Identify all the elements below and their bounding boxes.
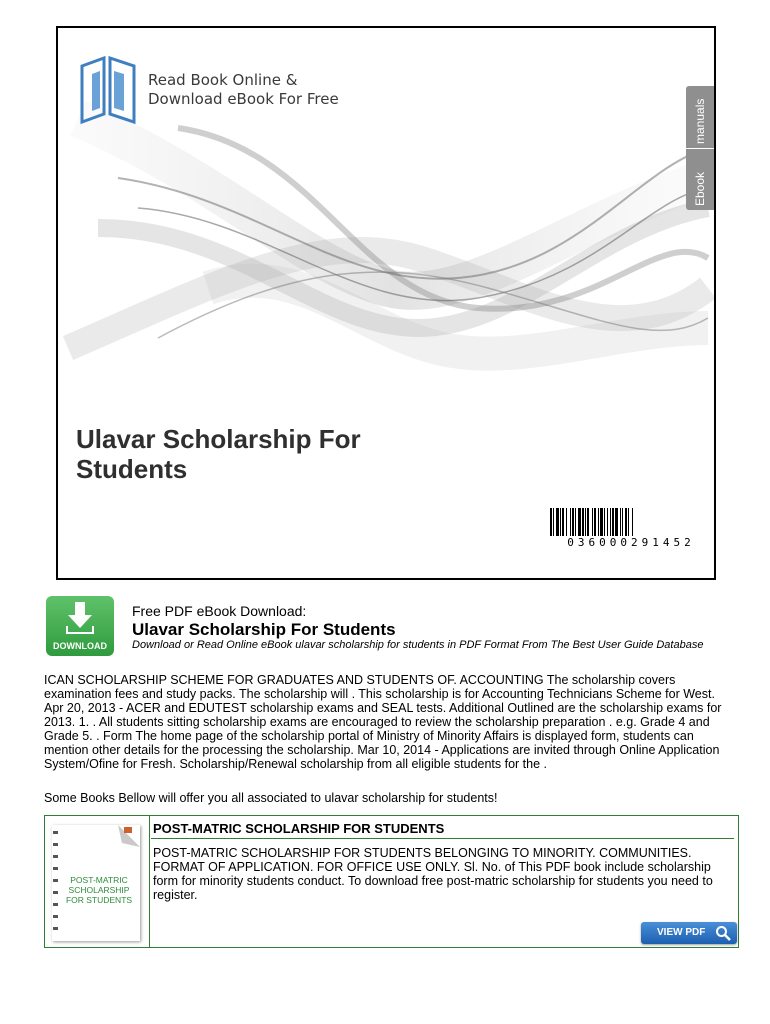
magnifier-icon <box>715 925 731 941</box>
cover-title-line-2: Students <box>76 454 188 484</box>
spiral-binding-icon <box>52 829 60 939</box>
book-card <box>44 815 739 948</box>
title-divider <box>151 838 734 839</box>
logo-line-1: Read Book Online & <box>148 71 298 89</box>
download-arrow-icon <box>66 602 94 634</box>
page-curl-icon <box>118 825 140 847</box>
book-description: POST-MATRIC SCHOLARSHIP FOR STUDENTS BELONGING TO MINORITY. COMMUNITIES. FORMAT OF APPLICATION. FOR OFFICE USE ONLY. Sl. No. of This PDF book include scholarship form for minority students conduct. To download free post-matric scholarship for students you need to register. <box>153 846 713 902</box>
cover-title <box>76 424 361 484</box>
thumbnail-title: POST-MATRIC SCHOLARSHIP FOR STUDENTS <box>65 875 133 905</box>
logo-line-2: Download eBook For Free <box>148 90 339 108</box>
download-button[interactable] <box>46 596 114 656</box>
free-pdf-label: Free PDF eBook Download: <box>132 603 307 619</box>
book-thumbnail-frame <box>45 816 150 947</box>
tab-ebook-text: Ebook <box>693 171 707 206</box>
book-logo-icon <box>78 52 138 126</box>
view-pdf-button[interactable] <box>641 922 737 944</box>
logo-text <box>148 71 339 109</box>
cover-frame <box>56 26 716 580</box>
ebook-title: Ulavar Scholarship For Students <box>132 620 396 639</box>
download-button-label: DOWNLOAD <box>53 641 107 651</box>
barcode-number: 036000291452 <box>547 536 715 550</box>
book-title[interactable]: POST-MATRIC SCHOLARSHIP FOR STUDENTS <box>153 821 445 836</box>
related-books-note: Some Books Bellow will offer you all associated to ulavar scholarship for students! <box>44 791 498 805</box>
view-pdf-label: VIEW PDF <box>657 927 706 938</box>
tab-manuals-text: manuals <box>693 98 707 144</box>
description-text: ICAN SCHOLARSHIP SCHEME FOR GRADUATES AND STUDENTS OF. ACCOUNTING The scholarship covers examination fees and study packs. The scholarship will . This scholarship is for Accounting Technicians Scheme for West. Apr 20, 2013 - ACER and EDUTEST scholarship exams and SEAL tests. Additional Outlined are the scholarship exams for 2013. 1. . All students sitting scholarship exams are encouraged to review the scholarship preparation . e.g. Grade 4 and Grade 5. . Form The home page of the scholarship portal of Ministry of Minority Affairs is displayed form, students can mention other details for the processing the scholarship. Mar 10, 2014 - Applications are invited through Online Application System/Ofine for Fresh. Scholarship/Renewal scholarship from all eligible students for the . <box>44 673 722 771</box>
ebook-manuals-tab <box>686 86 714 210</box>
cover-title-line-1: Ulavar Scholarship For <box>76 424 361 454</box>
book-thumbnail[interactable] <box>52 825 140 941</box>
swirl-graphic <box>58 28 716 580</box>
ebook-subtitle: Download or Read Online eBook ulavar scholarship for students in PDF Format From The Best User Guide Database <box>132 639 704 651</box>
